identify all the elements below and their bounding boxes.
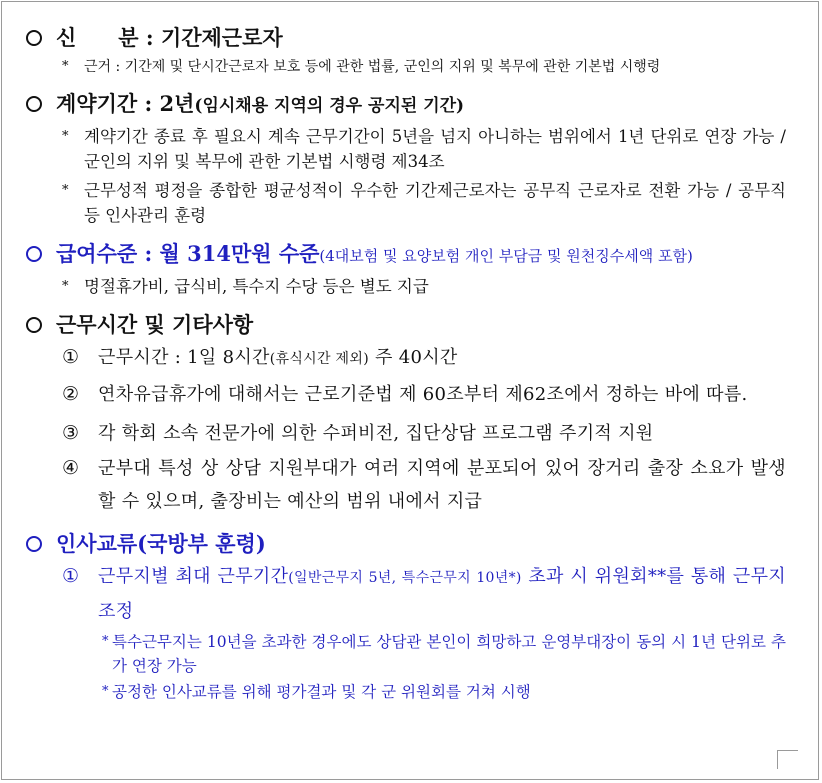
section-title: 신 분 : 기간제근로자 [56,25,283,50]
list-item: ③ 각 학회 소속 전문가에 의한 수퍼비전, 집단상담 프로그램 주기적 지원 [62,422,654,444]
section-title: 근무시간 및 기타사항 [56,312,254,337]
circle-bullet-icon [26,30,42,46]
section-title-sub: (임시채용 지역의 경우 공지된 기간) [194,96,465,116]
note-marker: * [62,183,69,198]
note-marker: * [62,129,69,144]
circle-bullet-icon [26,96,42,112]
section-title-sub: (4대보험 및 요양보험 개인 부담금 및 원천징수세액 포함) [319,247,693,265]
document-body [26,24,786,704]
section-title: 계약기간 : 2년 [56,91,195,116]
circle-bullet-icon [26,246,42,262]
list-item: ② 연차유급휴가에 대해서는 근로기준법 제 60조부터 제62조에서 정하는 바에 따름. [62,383,748,405]
note-legal-basis: * 근거 : 기간제 및 단시간근로자 보호 등에 관한 법률, 군인의 지위 및 복무에 관한 기본법 시행령 [26,56,786,78]
section-salary [26,240,786,270]
list-item: ① 근무시간 : 1일 8시간(휴식시간 제외) 주 40시간 [62,346,458,368]
note-marker: * [62,279,69,294]
note-contract-extension: * 계약기간 종료 후 필요시 계속 근무기간이 5년을 넘지 아니하는 범위에서 1년 단위로 연장 가능 / 군인의 지위 및 복무에 관한 기본법 시행령 제34조 [26,124,786,174]
section-title: 인사교류(국방부 훈령) [56,531,266,556]
list-item: ① 근무지별 최대 근무기간(일반근무지 5년, 특수근무지 10년*) 초과 시 위원회**를 통해 근무지 조정 [62,565,786,622]
section-employment-type [26,24,786,52]
note-fair-exchange: * 공정한 인사교류를 위해 평가결과 및 각 군 위원회를 거쳐 시행 [26,680,786,704]
section-personnel-exchange [26,530,786,558]
section-working-hours [26,311,786,339]
note-special-location: * 특수근무지는 10년을 초과한 경우에도 상담관 본인이 희망하고 운영부대장이 동의 시 1년 단위로 추가 연장 가능 [26,630,786,678]
note-conversion: * 근무성적 평정을 종합한 평균성적이 우수한 기간제근로자는 공무직 근로자로 전환 가능 / 공무직 등 인사관리 훈령 [26,178,786,228]
circle-bullet-icon [26,317,42,333]
circle-bullet-icon [26,536,42,552]
note-marker: * [62,59,69,74]
note-marker: * [102,684,109,699]
list-item: ④ 군부대 특성 상 상담 지원부대가 여러 지역에 분포되어 있어 장거리 출장 소요가 발생할 수 있으며, 출장비는 예산의 범위 내에서 지급 [62,457,786,512]
note-marker: * [102,634,109,649]
section-title: 급여수준 : 월 314만원 수준 [56,241,320,266]
section-contract-period [26,90,786,120]
page-corner-mark [777,750,798,769]
note-allowances: * 명절휴가비, 급식비, 특수지 수당 등은 별도 지급 [26,274,786,299]
